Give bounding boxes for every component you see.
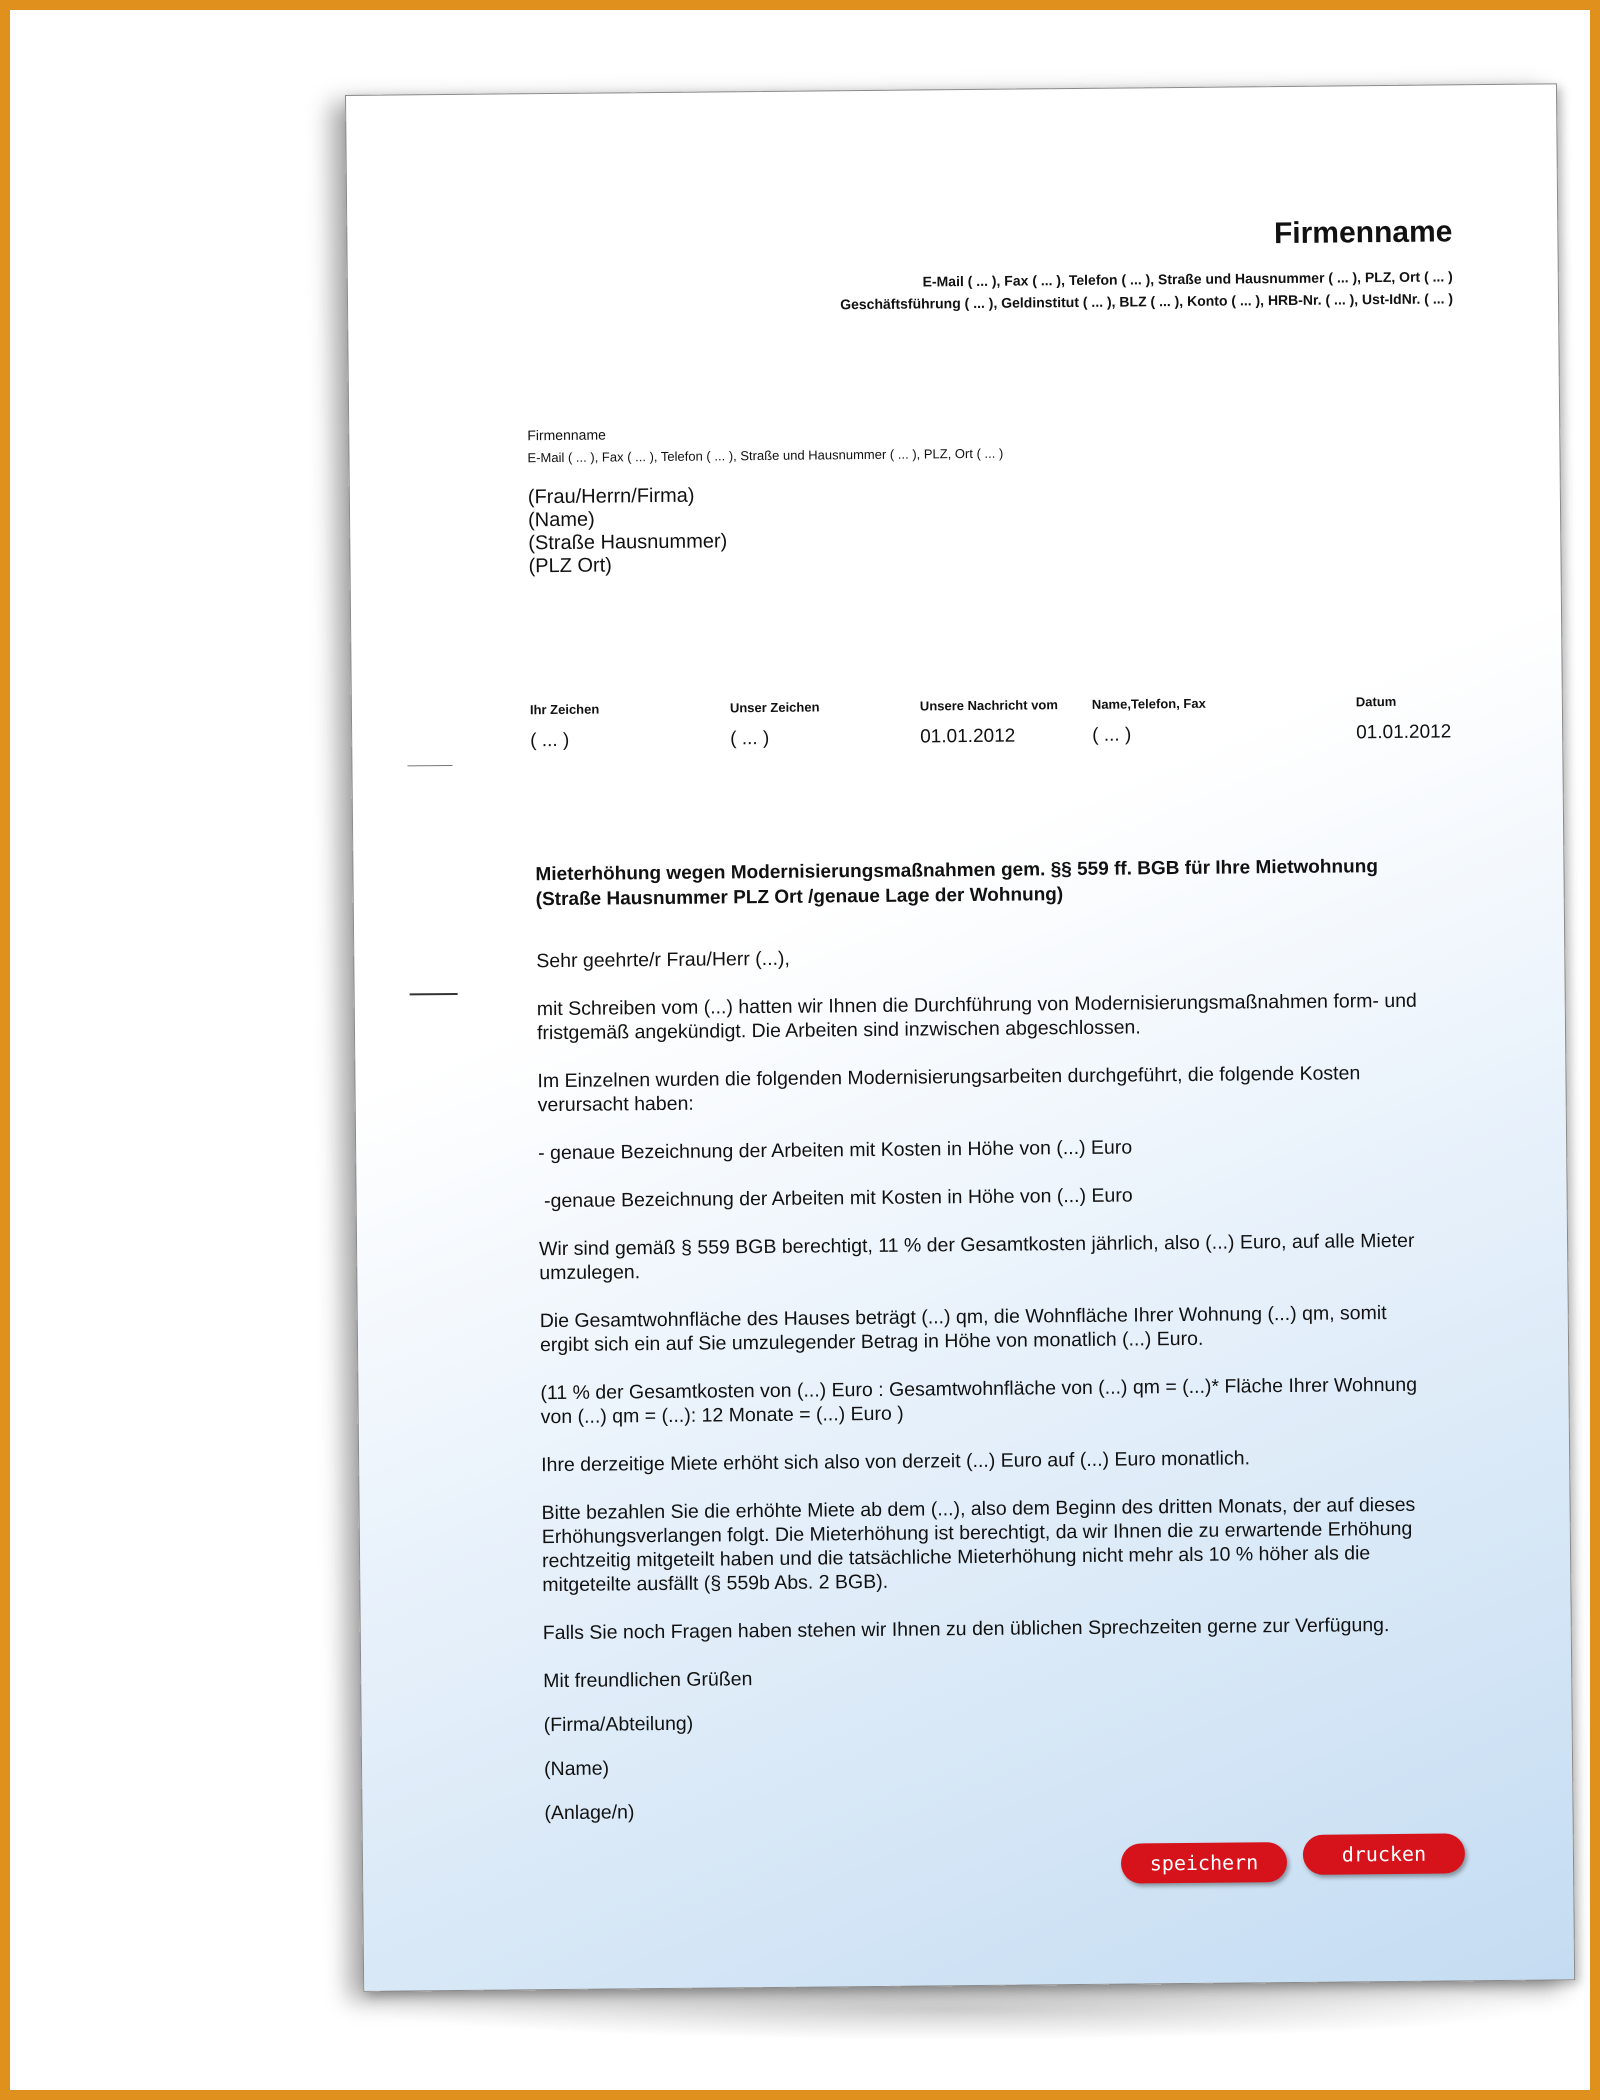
body-paragraph: Ihre derzeitige Miete erhöht sich also von derzeit (...) Euro auf (...) Euro monatlich. xyxy=(541,1447,1251,1477)
reference-date xyxy=(1356,693,1452,744)
sign-off: Mit freundlichen Grüßen xyxy=(543,1668,753,1693)
reference-label: Unser Zeichen xyxy=(729,699,820,716)
reference-label: Ihr Zeichen xyxy=(529,701,600,718)
print-button[interactable]: drucken xyxy=(1303,1833,1465,1875)
calculation-paragraph: (11 % der Gesamtkosten von (...) Euro : Gesamtwohnfläche von (...) qm = (...)* Fläche Ihrer Wohnung von (...) qm = (...): 12 Monate = (...) Euro ) xyxy=(540,1373,1418,1429)
recipient-name: (Name) xyxy=(527,508,595,532)
reference-value: ( ... ) xyxy=(1092,724,1132,746)
signature-name: (Name) xyxy=(543,1757,610,1781)
save-button[interactable]: speichern xyxy=(1121,1842,1287,1884)
cost-item: -genaue Bezeichnung der Arbeiten mit Kosten in Höhe von (...) Euro xyxy=(538,1184,1133,1213)
reference-your-sign xyxy=(530,702,600,753)
reference-value: 01.01.2012 xyxy=(920,725,1016,748)
body-paragraph: Im Einzelnen wurden die folgenden Modernisierungsarbeiten durchgeführt, die folgende Kosten verursacht haben: xyxy=(537,1062,1361,1117)
reference-value: ( ... ) xyxy=(530,729,570,752)
fold-mark-middle xyxy=(410,993,458,995)
reference-our-message xyxy=(920,697,1058,748)
body-paragraph: Bitte bezahlen Sie die erhöhte Miete ab dem (...), also dem Beginn des dritten Monats, der auf dieses Erhöhungsverlangen folgt. Die Mieterhöhung ist berechtigt, da wir Ihnen die zu erwartende Erhöhung rechtzeitig mitgeteilt haben und die tatsächliche Mieterhöhung nicht mehr als 10 % höher als die mitgeteilte ausfällt (§ 559b Abs. 2 BGB). xyxy=(541,1493,1416,1597)
body-paragraph: Die Gesamtwohnfläche des Hauses beträgt (...) qm, die Wohnfläche Ihrer Wohnung (...) qm, somit ergibt sich ein auf Sie umzulegender Betrag in Höhe von monatlich (...) Euro. xyxy=(539,1302,1387,1357)
attachments: (Anlage/n) xyxy=(544,1801,635,1825)
letterhead-company-name: Firmenname xyxy=(1273,215,1453,251)
reference-our-sign xyxy=(730,699,820,750)
recipient-city: (PLZ Ort) xyxy=(528,554,612,578)
reference-label: Datum xyxy=(1355,693,1397,710)
recipient-address xyxy=(528,484,728,578)
letter-page xyxy=(345,83,1575,1992)
letter-body xyxy=(536,941,1445,1850)
reference-value: ( ... ) xyxy=(730,727,770,750)
subject-line-2: (Straße Hausnummer PLZ Ort /genaue Lage der Wohnung) xyxy=(535,884,1064,911)
greeting: Sehr geehrte/r Frau/Herr (...), xyxy=(536,947,790,973)
reference-contact xyxy=(1092,696,1206,747)
reference-value: 01.01.2012 xyxy=(1356,721,1452,744)
body-paragraph: mit Schreiben vom (...) hatten wir Ihnen die Durchführung von Modernisierungsmaßnahmen form- und fristgemäß angekündigt. Die Arbeiten sind inzwischen abgeschlossen. xyxy=(536,989,1417,1045)
signature-company: (Firma/Abteilung) xyxy=(543,1712,694,1737)
reference-label: Unsere Nachricht vom xyxy=(919,697,1058,714)
cost-item: - genaue Bezeichnung der Arbeiten mit Kosten in Höhe von (...) Euro xyxy=(538,1136,1133,1165)
letter-subject xyxy=(535,854,1435,913)
recipient-salutation: (Frau/Herrn/Firma) xyxy=(527,484,695,509)
recipient-street: (Straße Hausnummer) xyxy=(528,530,728,555)
subject-line-1: Mieterhöhung wegen Modernisierungsmaßnahmen gem. §§ 559 ff. BGB für Ihre Mietwohnung xyxy=(535,856,1378,886)
fold-mark-top xyxy=(407,765,452,766)
sender-address-line: E-Mail ( ... ), Fax ( ... ), Telefon ( ... ), Straße und Hausnummer ( ... ), PLZ, Ort ( ... ) xyxy=(527,445,1004,466)
sender-name: Firmenname xyxy=(527,426,606,444)
body-paragraph: Wir sind gemäß § 559 BGB berechtigt, 11 % der Gesamtkosten jährlich, also (...) Euro, auf alle Mieter umzulegen. xyxy=(538,1229,1415,1285)
reference-label: Name,Telefon, Fax xyxy=(1091,695,1206,712)
closing-paragraph: Falls Sie noch Fragen haben stehen wir Ihnen zu den üblichen Sprechzeiten gerne zur Verfügung. xyxy=(542,1614,1390,1645)
letterhead-contact-line: E-Mail ( ... ), Fax ( ... ), Telefon ( ... ), Straße und Hausnummer ( ... ), PLZ, Ort ( ... ) xyxy=(922,268,1453,290)
letterhead-registration-line: Geschäftsführung ( ... ), Geldinstitut ( ... ), BLZ ( ... ), Konto ( ... ), HRB-Nr. ( ... ), Ust-IdNr. ( ... ) xyxy=(840,290,1454,313)
